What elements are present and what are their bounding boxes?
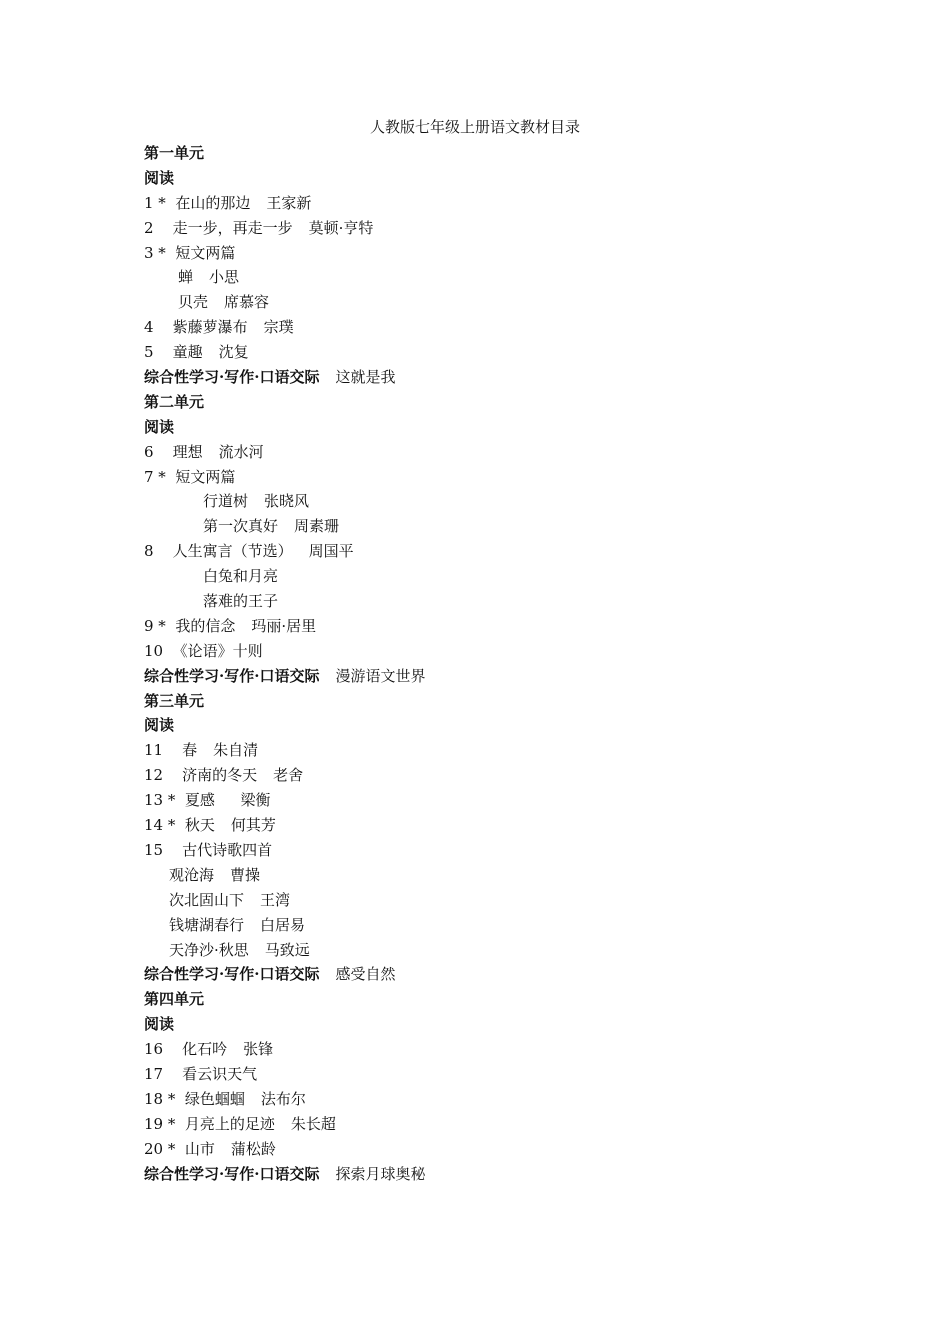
unit-heading: 第三单元 — [144, 691, 205, 710]
entry-title: 20 * 山市 — [144, 1139, 215, 1158]
entry-author: 张锋 — [243, 1040, 274, 1059]
toc-subentry — [144, 265, 844, 290]
unit-heading: 第二单元 — [144, 392, 205, 411]
reading-label: 阅读 — [144, 168, 175, 187]
entry-author: 周素珊 — [294, 517, 340, 536]
entry-title: 11 春 — [144, 741, 198, 760]
toc-subentry — [144, 938, 844, 963]
toc-entry — [144, 763, 844, 788]
toc-entry — [144, 788, 844, 813]
toc-entry — [144, 1062, 844, 1087]
entry-title: 贝壳 — [178, 293, 209, 312]
activity-title: 感受自然 — [335, 965, 396, 984]
toc-entry — [144, 1112, 844, 1137]
toc-entry — [144, 738, 844, 763]
entry-title: 1 * 在山的那边 — [144, 193, 251, 212]
entry-title: 3 * 短文两篇 — [144, 243, 236, 262]
entry-title: 12 济南的冬天 — [144, 766, 258, 785]
entry-title: 行道树 — [203, 492, 249, 511]
entry-title: 第一次真好 — [203, 517, 279, 536]
table-of-contents — [144, 141, 844, 1186]
toc-subentry — [144, 489, 844, 514]
entry-title: 钱塘湖春行 — [169, 915, 245, 934]
entry-author: 朱长超 — [290, 1114, 336, 1133]
activity-title: 探索月球奥秘 — [335, 1164, 426, 1183]
toc-entry — [144, 340, 844, 365]
entry-author: 何其芳 — [230, 816, 276, 835]
entry-title: 9 * 我的信念 — [144, 616, 236, 635]
entry-title: 白兔和月亮 — [203, 567, 279, 586]
activity-line — [144, 1162, 844, 1187]
entry-title: 16 化石吟 — [144, 1040, 228, 1059]
entry-author: 朱自清 — [213, 741, 259, 760]
activity-label: 综合性学习·写作·口语交际 — [144, 965, 320, 984]
toc-entry — [144, 465, 844, 490]
entry-author: 曹操 — [230, 865, 261, 884]
toc-subentry — [144, 888, 844, 913]
entry-author: 席慕容 — [224, 293, 270, 312]
entry-title: 8 人生寓言（节选） — [144, 542, 293, 561]
toc-subentry — [144, 290, 844, 315]
entry-author: 小思 — [209, 268, 240, 287]
toc-entry — [144, 813, 844, 838]
activity-line — [144, 365, 844, 390]
activity-label: 综合性学习·写作·口语交际 — [144, 666, 320, 685]
entry-author: 张晓风 — [264, 492, 310, 511]
toc-subentry — [144, 913, 844, 938]
entry-author: 白居易 — [260, 915, 306, 934]
toc-entry — [144, 1037, 844, 1062]
activity-title: 这就是我 — [335, 368, 396, 387]
entry-author: 梁衡 — [230, 791, 271, 810]
toc-entry — [144, 838, 844, 863]
entry-title: 天净沙·秋思 — [169, 940, 249, 959]
toc-entry — [144, 440, 844, 465]
activity-line — [144, 962, 844, 987]
toc-subentry — [144, 564, 844, 589]
entry-title: 15 古代诗歌四首 — [144, 840, 273, 859]
entry-title: 次北固山下 — [169, 890, 245, 909]
unit-heading: 第四单元 — [144, 990, 205, 1009]
entry-title: 观沧海 — [169, 865, 215, 884]
entry-author: 沈复 — [218, 343, 249, 362]
entry-title: 18 * 绿色蝈蝈 — [144, 1089, 245, 1108]
entry-title: 蝉 — [178, 268, 194, 287]
entry-author: 莫顿·亨特 — [308, 218, 374, 237]
entry-title: 2 走一步，再走一步 — [144, 218, 293, 237]
reading-label: 阅读 — [144, 417, 175, 436]
activity-line — [144, 664, 844, 689]
entry-author: 马致远 — [264, 940, 310, 959]
toc-entry — [144, 1087, 844, 1112]
entry-title: 5 童趣 — [144, 343, 203, 362]
entry-title: 落难的王子 — [203, 592, 279, 611]
entry-author: 玛丽·居里 — [251, 616, 317, 635]
entry-author: 法布尔 — [260, 1089, 306, 1108]
activity-label: 综合性学习·写作·口语交际 — [144, 368, 320, 387]
document-title: 人教版七年级上册语文教材目录 — [369, 118, 580, 136]
toc-entry — [144, 639, 844, 664]
activity-title: 漫游语文世界 — [335, 666, 426, 685]
entry-author: 王湾 — [260, 890, 291, 909]
entry-title: 6 理想 — [144, 442, 203, 461]
toc-subentry — [144, 514, 844, 539]
entry-author: 蒲松龄 — [230, 1139, 276, 1158]
entry-author: 宗璞 — [263, 318, 294, 337]
activity-label: 综合性学习·写作·口语交际 — [144, 1164, 320, 1183]
entry-title: 17 看云识天气 — [144, 1064, 258, 1083]
reading-label: 阅读 — [144, 1015, 175, 1034]
entry-title: 19 * 月亮上的足迹 — [144, 1114, 275, 1133]
entry-author: 王家新 — [266, 193, 312, 212]
unit-heading: 第一单元 — [144, 144, 205, 162]
entry-title: 10 《论语》十则 — [144, 641, 263, 660]
toc-entry — [144, 614, 844, 639]
reading-label: 阅读 — [144, 716, 175, 735]
toc-entry — [144, 539, 844, 564]
toc-entry — [144, 191, 844, 216]
toc-entry — [144, 216, 844, 241]
entry-author: 老舍 — [273, 766, 304, 785]
toc-entry — [144, 315, 844, 340]
entry-title: 14 * 秋天 — [144, 816, 215, 835]
entry-title: 4 紫藤萝瀑布 — [144, 318, 248, 337]
toc-entry — [144, 241, 844, 266]
entry-title: 7 * 短文两篇 — [144, 467, 236, 486]
entry-title: 13 * 夏感 — [144, 791, 215, 810]
entry-author: 周国平 — [308, 542, 354, 561]
toc-subentry — [144, 589, 844, 614]
toc-entry — [144, 1137, 844, 1162]
entry-author: 流水河 — [218, 442, 264, 461]
toc-subentry — [144, 863, 844, 888]
